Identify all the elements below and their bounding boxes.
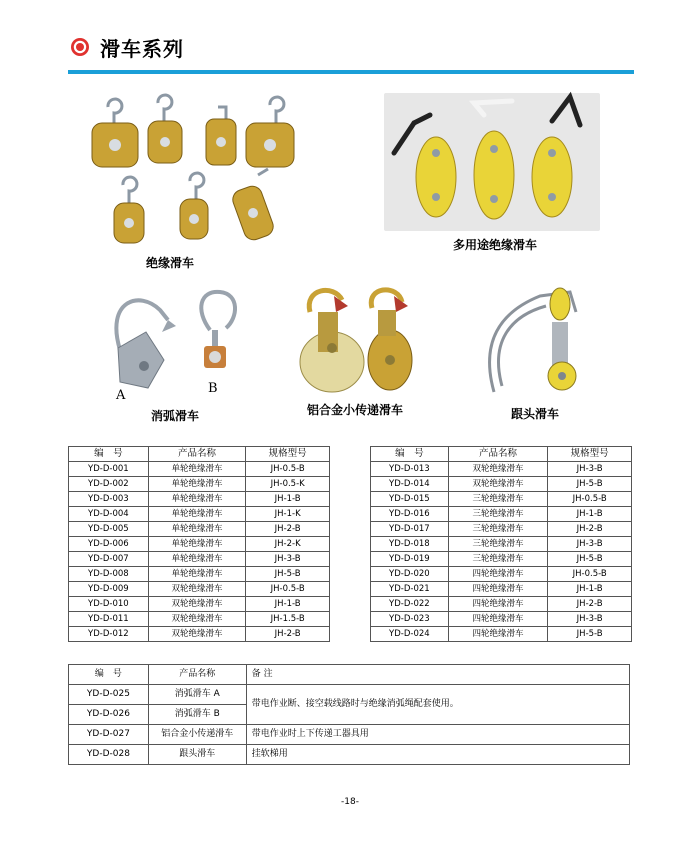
- insulated-pulley-photo: [78, 95, 308, 250]
- cell-spec: JH-2-B: [548, 522, 632, 537]
- cell-note-shared: 带电作业断、接空载线路时与绝缘消弧绳配套使用。: [246, 685, 629, 725]
- arc-quench-pulley-photo: [100, 290, 250, 395]
- table-row: [371, 597, 632, 612]
- follow-pulley-photo: [480, 282, 590, 397]
- cell-spec: JH-2-B: [246, 522, 330, 537]
- table-row: [69, 725, 630, 745]
- cell-name: 单轮绝缘滑车: [148, 567, 246, 582]
- cell-name: 消弧滑车 B: [148, 705, 246, 725]
- cell-name: 三轮绝缘滑车: [448, 507, 548, 522]
- header-divider: [68, 70, 634, 74]
- cell-name: 单轮绝缘滑车: [148, 477, 246, 492]
- page-header: [70, 32, 184, 62]
- cell-code: YD-D-020: [371, 567, 449, 582]
- cell-spec: JH-1-B: [548, 582, 632, 597]
- cell-code: YD-D-018: [371, 537, 449, 552]
- table-row: [69, 522, 330, 537]
- caption-alloy-pulley: 铝合金小传递滑车: [306, 403, 403, 417]
- table-row: [69, 477, 330, 492]
- table-row: [371, 507, 632, 522]
- header-note: 备 注: [246, 665, 629, 685]
- cell-code: YD-D-024: [371, 627, 449, 642]
- cell-spec: JH-5-B: [548, 477, 632, 492]
- table-row: [371, 492, 632, 507]
- cell-spec: JH-1.5-B: [246, 612, 330, 627]
- cell-spec: JH-3-B: [548, 462, 632, 477]
- cell-code: YD-D-026: [69, 705, 149, 725]
- multipurpose-pulley-photo: [384, 93, 600, 231]
- table-row: [69, 537, 330, 552]
- cell-code: YD-D-021: [371, 582, 449, 597]
- header-code: 编 号: [69, 447, 149, 462]
- table-row: [371, 537, 632, 552]
- cell-name: 三轮绝缘滑车: [448, 552, 548, 567]
- spec-table-left-body: [69, 462, 330, 642]
- cell-spec: JH-0.5-B: [548, 567, 632, 582]
- cell-code: YD-D-015: [371, 492, 449, 507]
- cell-code: YD-D-012: [69, 627, 149, 642]
- table-row: [69, 745, 630, 765]
- cell-name: 四轮绝缘滑车: [448, 612, 548, 627]
- cell-code: YD-D-028: [69, 745, 149, 765]
- cell-spec: JH-3-B: [246, 552, 330, 567]
- cell-spec: JH-1-B: [548, 507, 632, 522]
- table-row: [69, 627, 330, 642]
- cell-spec: JH-0.5-B: [548, 492, 632, 507]
- cell-name: 三轮绝缘滑车: [448, 537, 548, 552]
- table-row: [371, 567, 632, 582]
- header-code: 编 号: [69, 665, 149, 685]
- spec-table-right-body: [371, 462, 632, 642]
- cell-name: 单轮绝缘滑车: [148, 522, 246, 537]
- table-row: [371, 522, 632, 537]
- table-row: [69, 685, 630, 705]
- cell-spec: JH-2-B: [548, 597, 632, 612]
- cell-code: YD-D-002: [69, 477, 149, 492]
- table-row: [69, 492, 330, 507]
- cell-code: YD-D-007: [69, 552, 149, 567]
- caption-arc-quench-pulley: 消弧滑车: [150, 409, 199, 423]
- table-row: [69, 462, 330, 477]
- cell-code: YD-D-006: [69, 537, 149, 552]
- table-row: [371, 477, 632, 492]
- cell-name: 双轮绝缘滑车: [148, 612, 246, 627]
- cell-code: YD-D-004: [69, 507, 149, 522]
- spec-table-right: [370, 446, 632, 642]
- cell-code: YD-D-016: [371, 507, 449, 522]
- cell-name: 三轮绝缘滑车: [448, 492, 548, 507]
- cell-code: YD-D-001: [69, 462, 149, 477]
- cell-note: 挂软梯用: [246, 745, 629, 765]
- page-title: 滑车系列: [100, 36, 184, 61]
- cell-name: 单轮绝缘滑车: [148, 507, 246, 522]
- table-row: [371, 552, 632, 567]
- cell-name: 三轮绝缘滑车: [448, 522, 548, 537]
- table-row: [69, 612, 330, 627]
- label-a: A: [116, 388, 126, 403]
- cell-code: YD-D-017: [371, 522, 449, 537]
- cell-spec: JH-0.5-B: [246, 462, 330, 477]
- cell-name: 单轮绝缘滑车: [148, 462, 246, 477]
- cell-spec: JH-3-B: [548, 612, 632, 627]
- cell-code: YD-D-011: [69, 612, 149, 627]
- cell-code: YD-D-010: [69, 597, 149, 612]
- cell-code: YD-D-022: [371, 597, 449, 612]
- cell-spec: JH-1-B: [246, 492, 330, 507]
- caption-multipurpose-pulley: 多用途绝缘滑车: [452, 238, 537, 252]
- cell-name: 双轮绝缘滑车: [148, 597, 246, 612]
- table-header-row: [69, 447, 330, 462]
- cell-name: 铝合金小传递滑车: [148, 725, 246, 745]
- cell-code: YD-D-005: [69, 522, 149, 537]
- caption-insulated-pulley: 绝缘滑车: [145, 256, 194, 270]
- target-icon: [70, 37, 90, 57]
- table-row: [69, 567, 330, 582]
- label-b: B: [208, 381, 218, 396]
- cell-code: YD-D-003: [69, 492, 149, 507]
- cell-name: 四轮绝缘滑车: [448, 597, 548, 612]
- spec-table-left: [68, 446, 330, 642]
- table-row: [69, 552, 330, 567]
- cell-spec: JH-5-B: [548, 552, 632, 567]
- cell-code: YD-D-023: [371, 612, 449, 627]
- header-spec: 规格型号: [548, 447, 632, 462]
- table-row: [371, 612, 632, 627]
- table-row: [69, 582, 330, 597]
- cell-name: 四轮绝缘滑车: [448, 582, 548, 597]
- cell-code: YD-D-027: [69, 725, 149, 745]
- cell-spec: JH-0.5-K: [246, 477, 330, 492]
- cell-name: 单轮绝缘滑车: [148, 537, 246, 552]
- spec-table-bottom: [68, 664, 630, 765]
- table-header-row: [69, 665, 630, 685]
- header-code: 编 号: [371, 447, 449, 462]
- cell-name: 四轮绝缘滑车: [448, 567, 548, 582]
- header-name: 产品名称: [148, 447, 246, 462]
- table-row: [69, 507, 330, 522]
- header-name: 产品名称: [448, 447, 548, 462]
- cell-name: 双轮绝缘滑车: [148, 627, 246, 642]
- cell-name: 双轮绝缘滑车: [448, 462, 548, 477]
- cell-name: 单轮绝缘滑车: [148, 492, 246, 507]
- cell-name: 双轮绝缘滑车: [148, 582, 246, 597]
- cell-code: YD-D-025: [69, 685, 149, 705]
- cell-spec: JH-0.5-B: [246, 582, 330, 597]
- cell-note: 带电作业时上下传递工器具用: [246, 725, 629, 745]
- cell-spec: JH-5-B: [246, 567, 330, 582]
- cell-code: YD-D-013: [371, 462, 449, 477]
- cell-spec: JH-1-K: [246, 507, 330, 522]
- cell-name: 双轮绝缘滑车: [448, 477, 548, 492]
- cell-spec: JH-3-B: [548, 537, 632, 552]
- cell-name: 跟头滑车: [148, 745, 246, 765]
- cell-spec: JH-1-B: [246, 597, 330, 612]
- cell-code: YD-D-019: [371, 552, 449, 567]
- cell-name: 消弧滑车 A: [148, 685, 246, 705]
- table-header-row: [371, 447, 632, 462]
- cell-spec: JH-2-B: [246, 627, 330, 642]
- table-row: [69, 597, 330, 612]
- cell-name: 单轮绝缘滑车: [148, 552, 246, 567]
- cell-code: YD-D-014: [371, 477, 449, 492]
- cell-name: 四轮绝缘滑车: [448, 627, 548, 642]
- alloy-pulley-photo: [290, 282, 420, 397]
- table-row: [371, 462, 632, 477]
- caption-follow-pulley: 跟头滑车: [510, 407, 559, 421]
- cell-code: YD-D-009: [69, 582, 149, 597]
- header-spec: 规格型号: [246, 447, 330, 462]
- header-name: 产品名称: [148, 665, 246, 685]
- cell-spec: JH-2-K: [246, 537, 330, 552]
- table-row: [371, 627, 632, 642]
- page-number: -18-: [341, 797, 359, 807]
- cell-spec: JH-5-B: [548, 627, 632, 642]
- table-row: [371, 582, 632, 597]
- cell-code: YD-D-008: [69, 567, 149, 582]
